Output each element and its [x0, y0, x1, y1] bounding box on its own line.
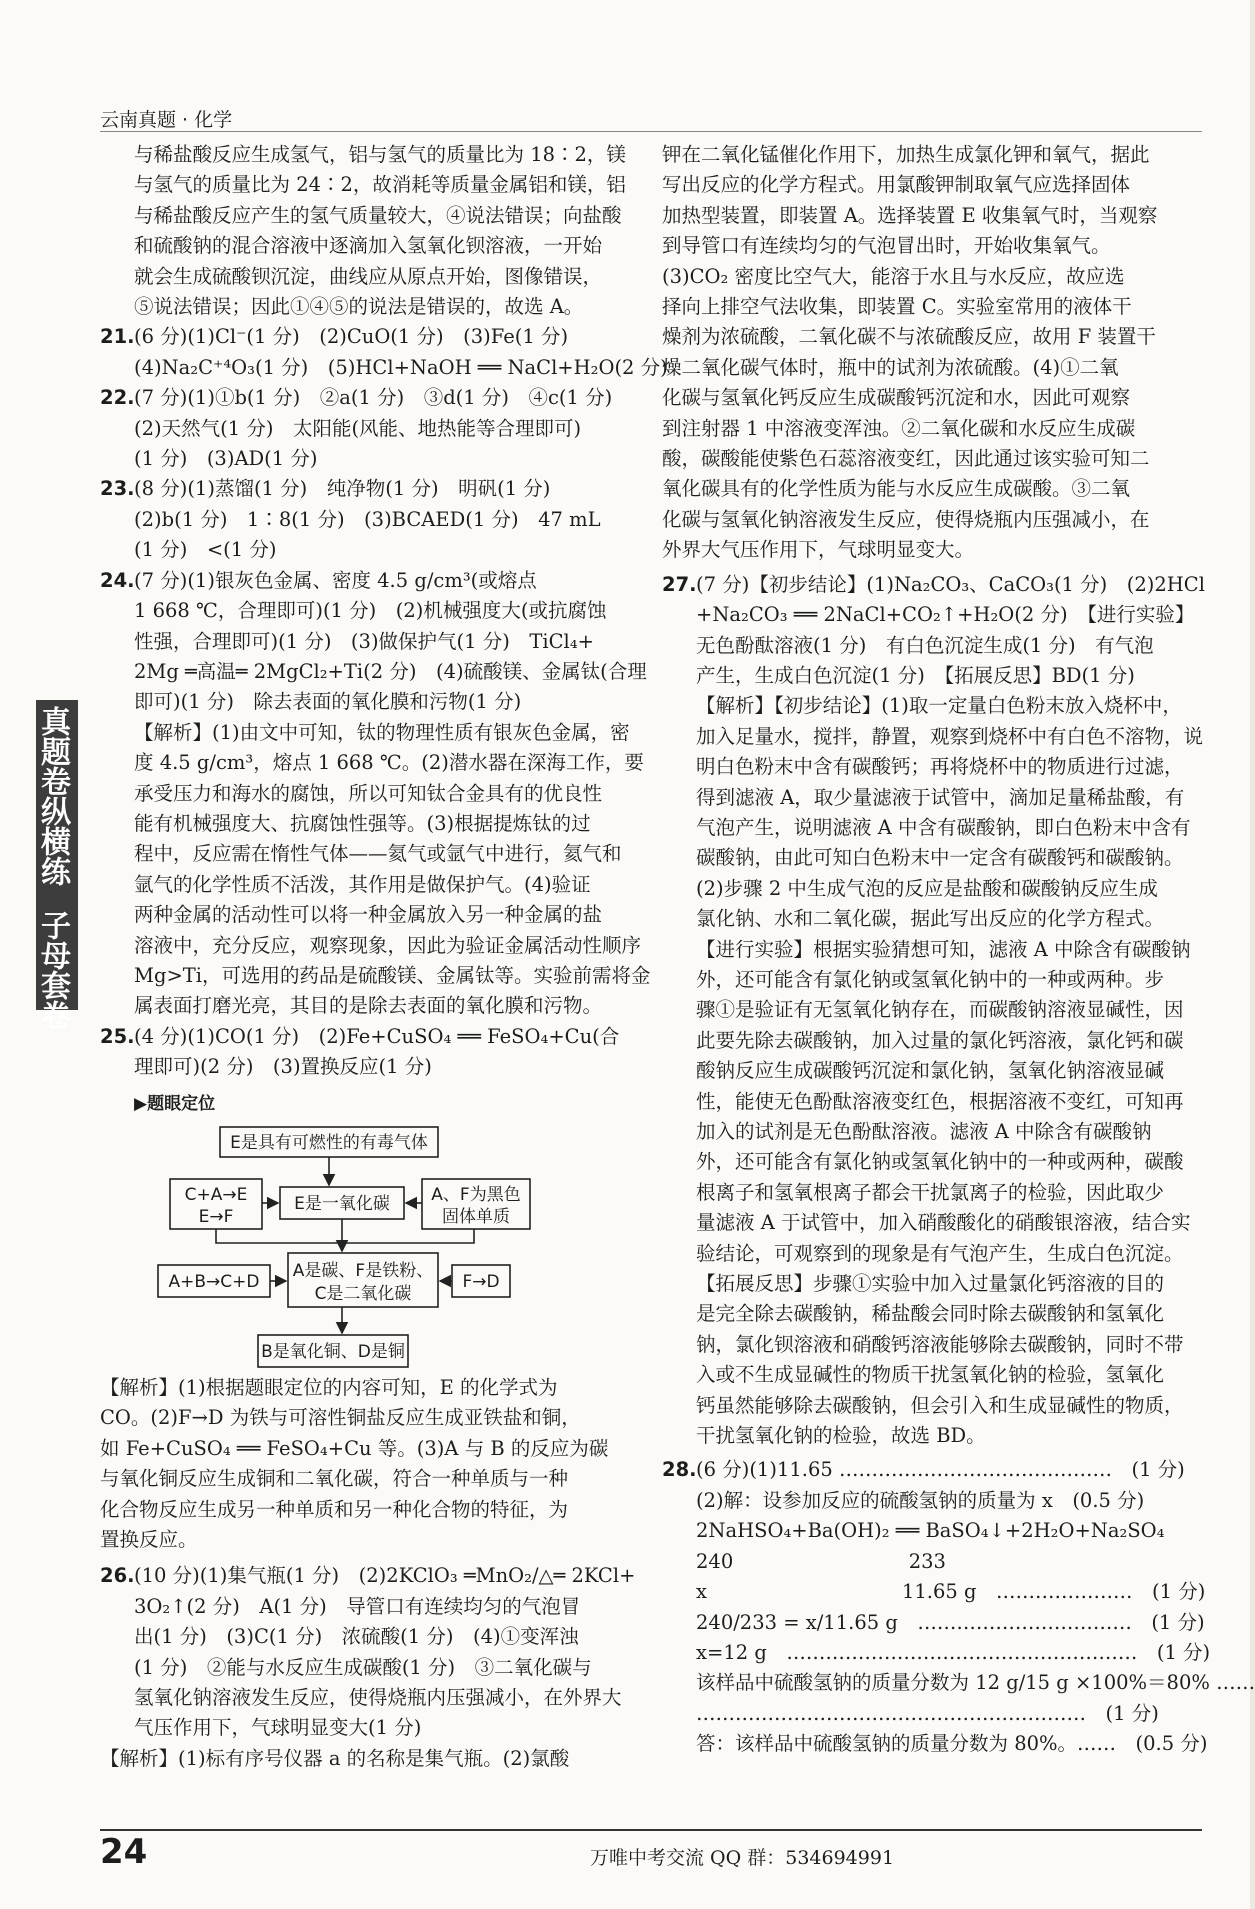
question-number: 24. — [100, 568, 135, 592]
analysis-line: 【拓展反思】步骤①实验中加入过量氯化钙溶液的目的 — [696, 1272, 1165, 1296]
answer-line: 答：该样品中硫酸氢钠的质量分数为 80%。…… (0.5 分) — [696, 1732, 1208, 1756]
question-26 — [100, 1561, 636, 1774]
answer-line: (6 分)(1)Cl⁻(1 分) (2)CuO(1 分) (3)Fe(1 分) — [134, 325, 569, 349]
diagram-text: A是碳、F是铁粉、 — [292, 1261, 434, 1281]
side-tab — [35, 700, 78, 1030]
analysis-line: 氩气的化学性质不活泼，其作用是做保护气。(4)验证 — [134, 872, 591, 896]
analysis-line: 程中，反应需在惰性气体——氦气或氩气中进行，氦气和 — [134, 842, 622, 866]
answer-line: …………………………………………………… (1 分) — [696, 1701, 1159, 1725]
analysis-line: 骤①是验证有无氢氧化钠存在，而碳酸钠溶液显碱性，因 — [696, 998, 1184, 1022]
analysis-line: 此要先除去碳酸钠，加入过量的氯化钙溶液，氯化钙和碳 — [696, 1028, 1184, 1052]
answer-line: (7 分)(1)银灰色金属、密度 4.5 g/cm³(或熔点 — [134, 568, 537, 592]
answer-line: 240 233 — [696, 1549, 946, 1573]
analysis-line: 能有机械强度大、抗腐蚀性强等。(3)根据提炼钛的过 — [134, 811, 591, 835]
question-21 — [100, 322, 668, 383]
answer-line: (8 分)(1)蒸馏(1 分) 纯净物(1 分) 明矾(1 分) — [134, 477, 551, 501]
analysis-line: 【进行实验】根据实验猜想可知，滤液 A 中除含有碳酸钠 — [696, 937, 1191, 961]
answer-line: +Na₂CO₃ ══ 2NaCl+CO₂↑+H₂O(2 分) 【进行实验】 — [696, 603, 1195, 627]
diagram-text: C是二氧化碳 — [314, 1284, 412, 1304]
text-line: 化碳与氢氧化钠溶液发生反应，使得烧瓶内压强减小，在 — [662, 507, 1150, 531]
analysis-line: 钙虽然能够除去碳酸钠，但会引入和生成显碱性的物质， — [696, 1393, 1184, 1417]
answer-line: 2NaHSO₄+Ba(OH)₂ ══ BaSO₄↓+2H₂O+Na₂SO₄ — [696, 1519, 1165, 1543]
diagram-text: F→D — [462, 1272, 500, 1292]
answer-line: 1 668 ℃，合理即可)(1 分) (2)机械强度大(或抗腐蚀 — [134, 599, 607, 623]
page-header: 云南真题 · 化学 — [100, 109, 233, 131]
text-line: (3)CO₂ 密度比空气大，能溶于水且与水反应，故应选 — [662, 264, 1125, 288]
question-24 — [100, 566, 651, 1022]
continued-text — [100, 140, 630, 322]
analysis-line: 钠，氯化钡溶液和硝酸钙溶液能够除去碳酸钠，同时不带 — [696, 1332, 1184, 1356]
footer-qq: 万唯中考交流 QQ 群：534694991 — [590, 1847, 895, 1869]
diagram-text: E是具有可燃性的有毒气体 — [230, 1133, 428, 1153]
diagram-text: E是一氧化碳 — [294, 1194, 390, 1214]
text-line: 就会生成硫酸钡沉淀，曲线应从原点开始，图像错误， — [134, 264, 603, 288]
diagram-text: E→F — [198, 1207, 234, 1227]
answer-line: (7 分)(1)①b(1 分) ②a(1 分) ③d(1 分) ④c(1 分) — [134, 386, 613, 410]
text-line: 择向上排空气法收集，即装置 C。实验室常用的液体干 — [662, 295, 1132, 319]
text-line: 燥二氧化碳气体时，瓶中的试剂为浓硫酸。(4)①二氧 — [662, 355, 1119, 379]
analysis-line: 外，还可能含有氯化钠或氢氧化钠中的一种或两种。步 — [696, 967, 1165, 991]
analysis-line: 酸钠反应生成碳酸钙沉淀和氯化钠，氢氧化钠溶液显碱 — [696, 1059, 1165, 1083]
analysis-line: 气泡产生，说明滤液 A 中含有碳酸钠，即白色粉末中含有 — [696, 815, 1191, 839]
analysis-line: 置换反应。 — [100, 1528, 198, 1552]
answer-line: 气压作用下，气球明显变大(1 分) — [134, 1716, 422, 1740]
analysis-line: 度 4.5 g/cm³，熔点 1 668 ℃。(2)潜水器在深海工作，要 — [134, 751, 644, 775]
analysis-line: 【解析】(1)根据题眼定位的内容可知，E 的化学式为 — [100, 1376, 558, 1399]
text-line: 与稀盐酸反应产生的氢气质量较大，④说法错误；向盐酸 — [134, 203, 622, 227]
flow-diagram — [130, 1123, 560, 1373]
diagram-title: ▶题眼定位 — [134, 1093, 216, 1114]
question-number: 26. — [100, 1564, 135, 1588]
analysis-line: 【解析】(1)标有序号仪器 a 的名称是集气瓶。(2)氯酸 — [100, 1746, 570, 1770]
question-28 — [662, 1455, 1255, 1759]
question-number: 21. — [100, 325, 135, 349]
analysis-line: 【解析】【初步结论】(1)取一定量白色粉末放入烧杯中， — [696, 694, 1182, 718]
question-22 — [100, 383, 630, 474]
analysis-line: 入或不生成显碱性的物质干扰氢氧化钠的检验，氢氧化 — [696, 1363, 1165, 1387]
question-number: 23. — [100, 477, 135, 501]
answer-line: (4 分)(1)CO(1 分) (2)Fe+CuSO₄ ══ FeSO₄+Cu(合 — [134, 1024, 620, 1048]
text-line: 与氢气的质量比为 24∶2，故消耗等质量金属铝和镁，铝 — [134, 173, 626, 197]
analysis-line: 氯化钠、水和二氧化碳，据此写出反应的化学方程式。 — [696, 907, 1165, 931]
answer-line: 无色酚酞溶液(1 分) 有白色沉淀生成(1 分) 有气泡 — [696, 633, 1154, 657]
answer-line: 该样品中硫酸氢钠的质量分数为 12 g/15 g ×100%＝80% …… — [696, 1671, 1255, 1695]
question-25 — [100, 1022, 630, 1556]
analysis-line: 加入足量水，搅拌，静置，观察到烧杯中有白色不溶物，说 — [696, 724, 1204, 748]
right-column — [662, 140, 1255, 1760]
analysis-line: 碳酸钠，由此可知白色粉末中一定含有碳酸钙和碳酸钠。 — [696, 846, 1184, 870]
analysis-line: 是完全除去碳酸钠，稀盐酸会同时除去碳酸钠和氢氧化 — [696, 1302, 1165, 1326]
answer-line: (1 分) <(1 分) — [134, 538, 277, 562]
question-number: 22. — [100, 386, 135, 410]
answer-line: x=12 g ……………………………………………… (1 分) — [696, 1640, 1211, 1664]
answer-line: (2)解：设参加反应的硫酸氢钠的质量为 x (0.5 分) — [696, 1488, 1145, 1512]
answer-line: 240/233 = x/11.65 g …………………………… (1 分) — [696, 1610, 1205, 1634]
question-number: 25. — [100, 1024, 135, 1048]
question-23 — [100, 474, 630, 565]
question-27 — [662, 570, 1205, 1452]
text-line: 到导管口有连续均匀的气泡冒出时，开始收集氧气。 — [662, 234, 1111, 258]
analysis-line: 两种金属的活动性可以将一种金属放入另一种金属的盐 — [134, 903, 603, 927]
analysis-line: 溶液中，充分反应，观察现象，因此为验证金属活动性顺序 — [134, 933, 642, 957]
answer-line: (10 分)(1)集气瓶(1 分) (2)2KClO₃ ═MnO₂/△═ 2KCl+ — [134, 1564, 636, 1588]
diagram-text: B是氧化铜、D是铜 — [261, 1342, 405, 1362]
answer-line: 3O₂↑(2 分) A(1 分) 导管口有连续均匀的气泡冒 — [134, 1594, 581, 1618]
answer-line: 性强，合理即可)(1 分) (3)做保护气(1 分) TiCl₄+ — [134, 629, 594, 653]
analysis-line: 如 Fe+CuSO₄ ══ FeSO₄+Cu 等。(3)A 与 B 的反应为碳 — [100, 1436, 609, 1460]
text-line: 和硫酸钠的混合溶液中逐滴加入氢氧化钡溶液，一开始 — [134, 234, 603, 258]
diagram-text: 固体单质 — [442, 1207, 510, 1227]
analysis-line: 根离子和氢氧根离子都会干扰氯离子的检验，因此取少 — [696, 1180, 1165, 1204]
diagram-text: A+B→C+D — [168, 1272, 260, 1292]
answer-line: 氢氧化钠溶液发生反应，使得烧瓶内压强减小，在外界大 — [134, 1686, 622, 1710]
text-line: 化碳与氢氧化钙反应生成碳酸钙沉淀和水，因此可观察 — [662, 386, 1131, 410]
answer-line: (4)Na₂C⁺⁴O₃(1 分) (5)HCl+NaOH ══ NaCl+H₂O(2 分) — [134, 355, 668, 379]
analysis-line: 得到滤液 A，取少量滤液于试管中，滴加足量稀盐酸，有 — [696, 785, 1185, 809]
answer-line: 理即可)(2 分) (3)置换反应(1 分) — [134, 1055, 432, 1079]
text-line: 钾在二氧化锰催化作用下，加热生成氯化钾和氧气，据此 — [662, 143, 1150, 166]
analysis-line: CO。(2)F→D 为铁与可溶性铜盐反应生成亚铁盐和铜， — [100, 1406, 581, 1430]
answer-line: (6 分)(1)11.65 …………………………………… (1 分) — [696, 1458, 1185, 1482]
text-line: ⑤说法错误；因此①④⑤的说法是错误的，故选 A。 — [134, 295, 584, 319]
text-line: 到注射器 1 中溶液变浑浊。②二氧化碳和水反应生成碳 — [662, 416, 1136, 440]
answer-line: x 11.65 g ………………… (1 分) — [696, 1580, 1206, 1604]
answer-line: 即可)(1 分) 除去表面的氧化膜和污物(1 分) — [134, 690, 522, 714]
question-number: 28. — [662, 1458, 697, 1482]
analysis-line: 承受压力和海水的腐蚀，所以可知钛合金具有的优良性 — [134, 781, 603, 805]
text-line: 酸，碳酸能使紫色石蕊溶液变红，因此通过该实验可知二 — [662, 447, 1150, 471]
analysis-line: 干扰氢氧化钠的检验，故选 BD。 — [696, 1424, 986, 1448]
left-column — [100, 140, 668, 1774]
analysis-line: 【解析】(1)由文中可知，钛的物理性质有银灰色金属，密 — [134, 720, 630, 744]
answer-line: 出(1 分) (3)C(1 分) 浓硫酸(1 分) (4)①变浑浊 — [134, 1625, 579, 1649]
text-line: 燥剂为浓硫酸，二氧化碳不与浓硫酸反应，故用 F 装置干 — [662, 325, 1156, 349]
page-number: 24 — [100, 1832, 148, 1872]
footer-divider — [100, 1829, 1202, 1831]
side-tab-top: 真题卷纵横练 — [35, 706, 70, 886]
analysis-line: 外，还可能含有氯化钠或氢氧化钠中的一种或两种，碳酸 — [696, 1150, 1184, 1174]
analysis-line: 量滤液 A 于试管中，加入硝酸酸化的硝酸银溶液，结合实 — [696, 1211, 1191, 1235]
text-line: 氧化碳具有的化学性质为能与水反应生成碳酸。③二氧 — [662, 477, 1131, 501]
side-tab-bottom: 子母套卷 — [35, 910, 70, 1030]
text-line: 与稀盐酸反应生成氢气，铝与氢气的质量比为 18∶2，镁 — [134, 143, 626, 166]
answer-line: (1 分) (3)AD(1 分) — [134, 447, 318, 471]
text-line: 写出反应的化学方程式。用氯酸钾制取氧气应选择固体 — [662, 173, 1131, 197]
answer-line: 2Mg ═高温═ 2MgCl₂+Ti(2 分) (4)硫酸镁、金属钛(合理 — [134, 659, 647, 683]
continued-text — [662, 140, 1190, 566]
analysis-line: 与氧化铜反应生成铜和二氧化碳，符合一种单质与一种 — [100, 1467, 569, 1491]
text-line: 加热型装置，即装置 A。选择装置 E 收集氧气时，当观察 — [662, 203, 1158, 227]
analysis-line: 明白色粉末中含有碳酸钙；再将烧杯中的物质进行过滤， — [696, 755, 1184, 779]
analysis-line: Mg>Ti，可选用的药品是硫酸镁、金属钛等。实验前需将金 — [134, 963, 651, 987]
answer-line: (2)天然气(1 分) 太阳能(风能、地热能等合理即可) — [134, 416, 582, 440]
answer-line: 产生，生成白色沉淀(1 分) 【拓展反思】BD(1 分) — [696, 663, 1135, 687]
text-line: 外界大气压作用下，气球明显变大。 — [662, 538, 975, 562]
diagram-text: C+A→E — [184, 1185, 248, 1205]
analysis-line: 性，能使无色酚酞溶液变红色，根据溶液不变红，可知再 — [696, 1089, 1184, 1113]
analysis-line: 加入的试剂是无色酚酞溶液。滤液 A 中除含有碳酸钠 — [696, 1120, 1152, 1143]
analysis-line: (2)步骤 2 中生成气泡的反应是盐酸和碳酸钠反应生成 — [696, 876, 1158, 900]
answer-line: (2)b(1 分) 1∶8(1 分) (3)BCAED(1 分) 47 mL — [134, 507, 601, 531]
analysis-line: 验结论，可观察到的现象是有气泡产生，生成白色沉淀。 — [696, 1241, 1184, 1265]
answer-line: (1 分) ②能与水反应生成碳酸(1 分) ③二氧化碳与 — [134, 1655, 592, 1679]
analysis-line: 化合物反应生成另一种单质和另一种化合物的特征，为 — [100, 1497, 569, 1521]
analysis-line: 属表面打磨光亮，其目的是除去表面的氧化膜和污物。 — [134, 994, 603, 1018]
diagram-text: A、F为黑色 — [431, 1185, 521, 1205]
question-number: 27. — [662, 572, 697, 596]
header-divider — [100, 131, 1202, 132]
answer-line: (7 分)【初步结论】(1)Na₂CO₃、CaCO₃(1 分) (2)2HCl — [696, 572, 1205, 596]
